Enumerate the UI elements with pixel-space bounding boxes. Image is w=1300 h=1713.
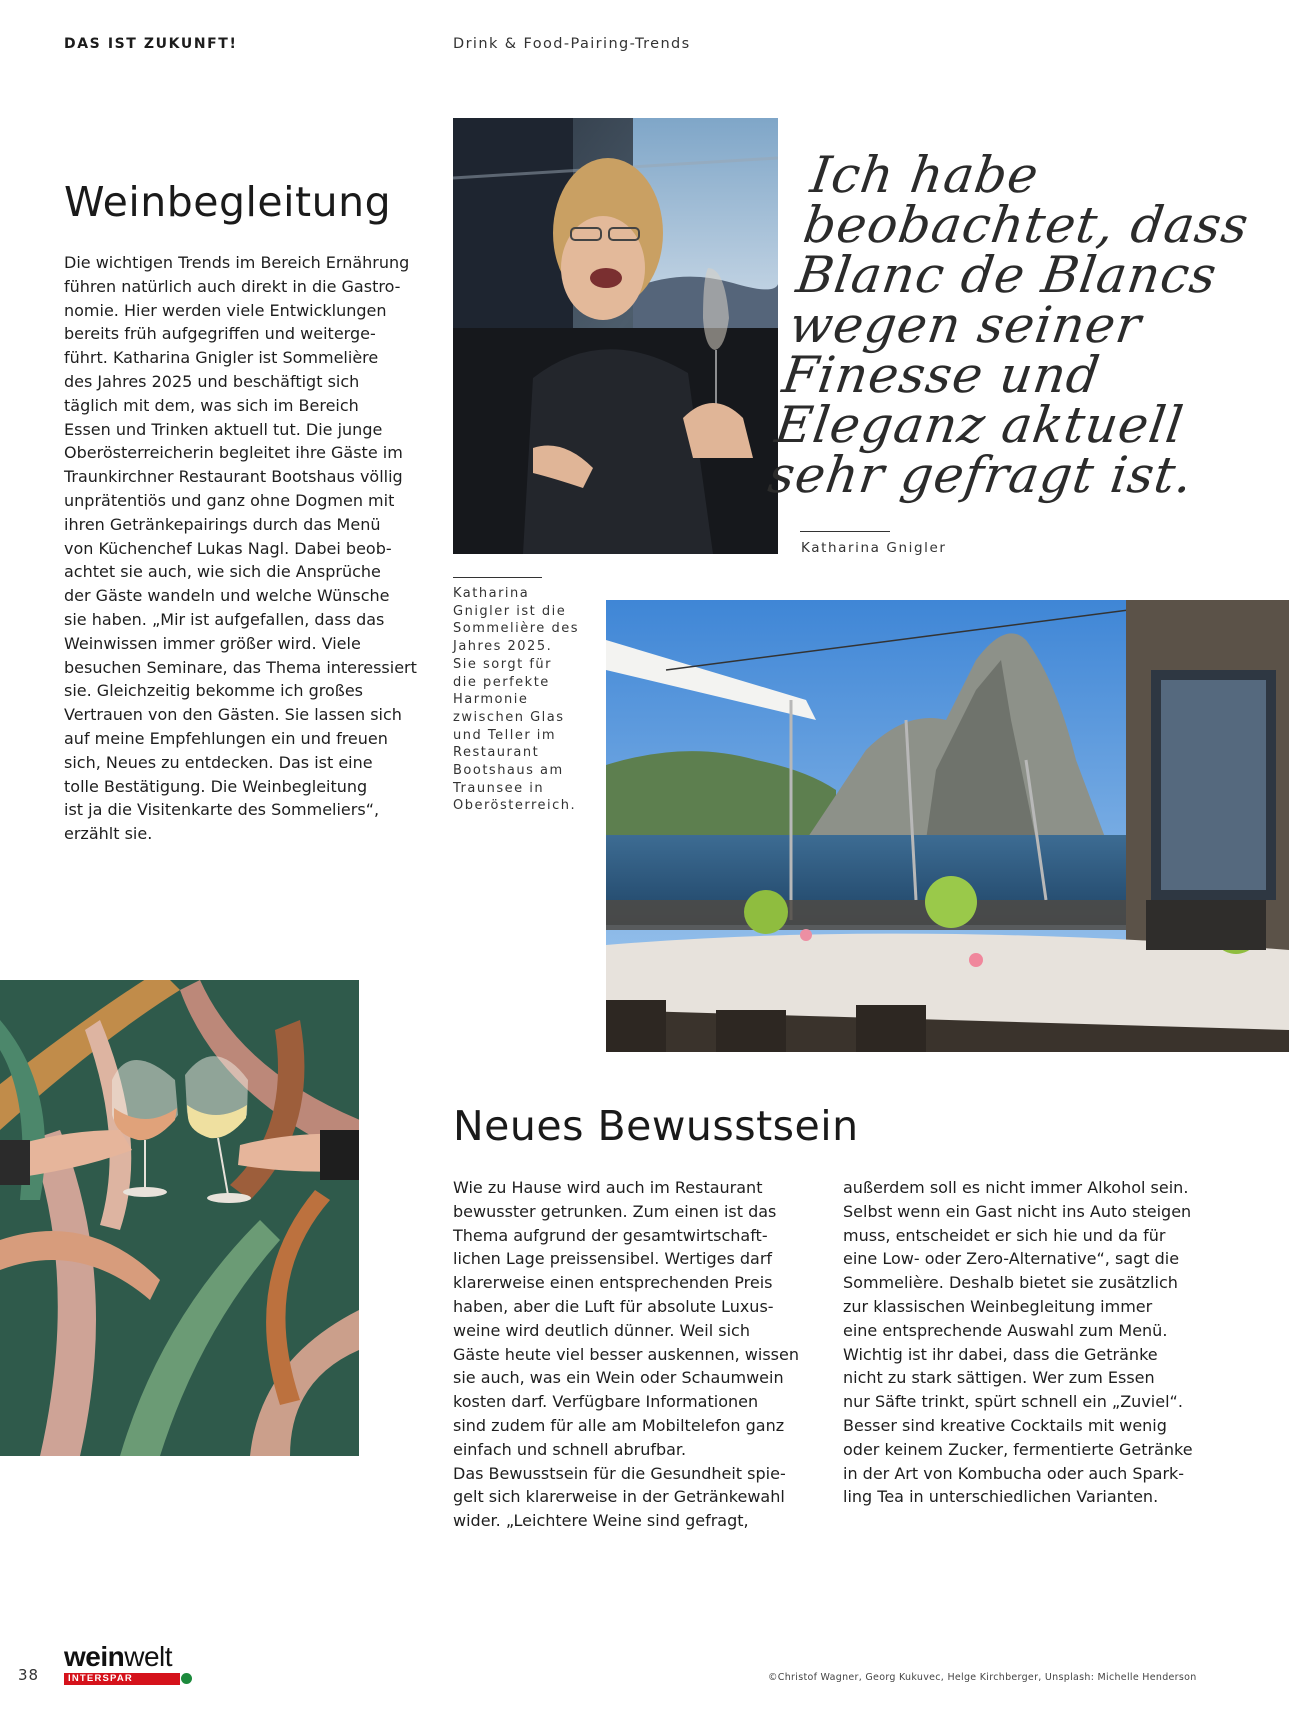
caption-divider (453, 577, 542, 578)
quote-line: Finesse und (778, 346, 1104, 404)
restaurant-terrace-photo (606, 600, 1289, 1052)
quote-line: beobachtet, dass (799, 196, 1253, 254)
quote-line: sehr gefragt ist. (764, 446, 1197, 504)
logo-interspar: INTERSPAR (68, 1673, 133, 1684)
article-body-intro: Die wichtigen Trends im Bereich Ernährung führen natürlich auch direkt in die Gastro- nomie. Hier werden viele Entwicklungen bereits früh aufgegriffen und weiterge- führt. Katharina Gnigler ist Sommelière des Jahres 2025 und beschäftigt sich täglich mit dem, was sich im Bereich Essen und Trinken aktuell tut. Die junge Oberösterreicherin begleitet ihre Gäste im Traunkirchner Restaurant Bootshaus völlig unprätentiös und ganz ohne Dogmen mit ihren Getränkepairings durch das Menü von Küchenchef Lukas Nagl. Dabei beob- achtet sie auch, wie sich die Ansprüche der Gäste wandeln und welche Wünsche sie haben. „Mir ist aufgefallen, dass das Weinwissen immer größer wird. Viele besuchen Seminare, das Thema interessiert sie. Gleichzeitig bekomme ich großes Vertrauen von den Gästen. Sie lassen sich auf meine Empfehlungen ein und freuen sich, Neues zu entdecken. Das ist eine tolle Bestätigung. Die Weinbegleitung ist ja die Visitenkarte des Sommeliers“, erzählt sie. (64, 253, 417, 844)
topic-label: Drink & Food-Pairing-Trends (453, 36, 691, 52)
logo-word-wein: wein (64, 1641, 125, 1672)
portrait-photo (453, 118, 778, 554)
interspar-dot-icon (181, 1673, 192, 1684)
quote-line: Blanc de Blancs (792, 246, 1221, 304)
weinwelt-logo (64, 1643, 180, 1685)
quote-line: Ich habe (807, 146, 1043, 204)
photo-caption: Katharina Gnigler ist die Sommelière des Jahres 2025. Sie sorgt für die perfekte Harmonie zwischen Glas und Teller im Restaurant Bootshaus am Traunsee in Oberösterreich. (453, 586, 579, 814)
logo-word-welt: welt (124, 1641, 173, 1672)
page-number: 38 (18, 1666, 40, 1684)
article-title-neues-bewusstsein: Neues Bewusstsein (453, 1102, 859, 1150)
article-body-column-1: Wie zu Hause wird auch im Restaurant bewusster getrunken. Zum einen ist das Thema aufgrund der gesamtwirtschaft- lichen Lage preissensibel. Wertiges darf klarerweise einen entsprechenden Preis haben, aber die Luft für absolute Luxus- weine wird deutlich dünner. Weil sich Gäste heute viel besser auskennen, wissen sie auch, was ein Wein oder Schaumwein kosten darf. Verfügbare Informationen sind zudem für alle am Mobiltelefon ganz einfach und schnell abrufbar. Das Bewusstsein für die Gesundheit spie- gelt sich klarerweise in der Getränkewahl wider. „Leichtere Weine sind gefragt, (453, 1178, 799, 1531)
section-label: DAS IST ZUKUNFT! (64, 36, 238, 52)
pull-quote (764, 146, 1254, 504)
wine-toast-photo (0, 980, 359, 1456)
quote-line: Eleganz aktuell (771, 396, 1188, 454)
article-title-weinbegleitung: Weinbegleitung (64, 178, 392, 226)
photo-credits: ©Christof Wagner, Georg Kukuvec, Helge Kirchberger, Unsplash: Michelle Henderson (768, 1672, 1197, 1683)
quote-divider (800, 531, 890, 532)
quote-line: wegen seiner (785, 296, 1146, 354)
quote-author: Katharina Gnigler (801, 540, 947, 556)
article-body-column-2: außerdem soll es nicht immer Alkohol sein. Selbst wenn ein Gast nicht ins Auto steigen muss, entscheidet er sich hie und da für eine Low- oder Zero-Alternative“, sagt die Sommelière. Deshalb bietet sie zusätzlich zur klassischen Weinbegleitung immer eine entsprechende Auswahl zum Menü. Wichtig ist ihr dabei, dass die Getränke nicht zu stark sättigen. Wer zum Essen nur Säfte trinkt, spürt schnell ein „Zuviel“. Besser sind kreative Cocktails mit wenig oder keinem Zucker, fermentierte Getränke in der Art von Kombucha oder auch Spark- ling Tea in unterschiedlichen Varianten. (843, 1178, 1193, 1507)
